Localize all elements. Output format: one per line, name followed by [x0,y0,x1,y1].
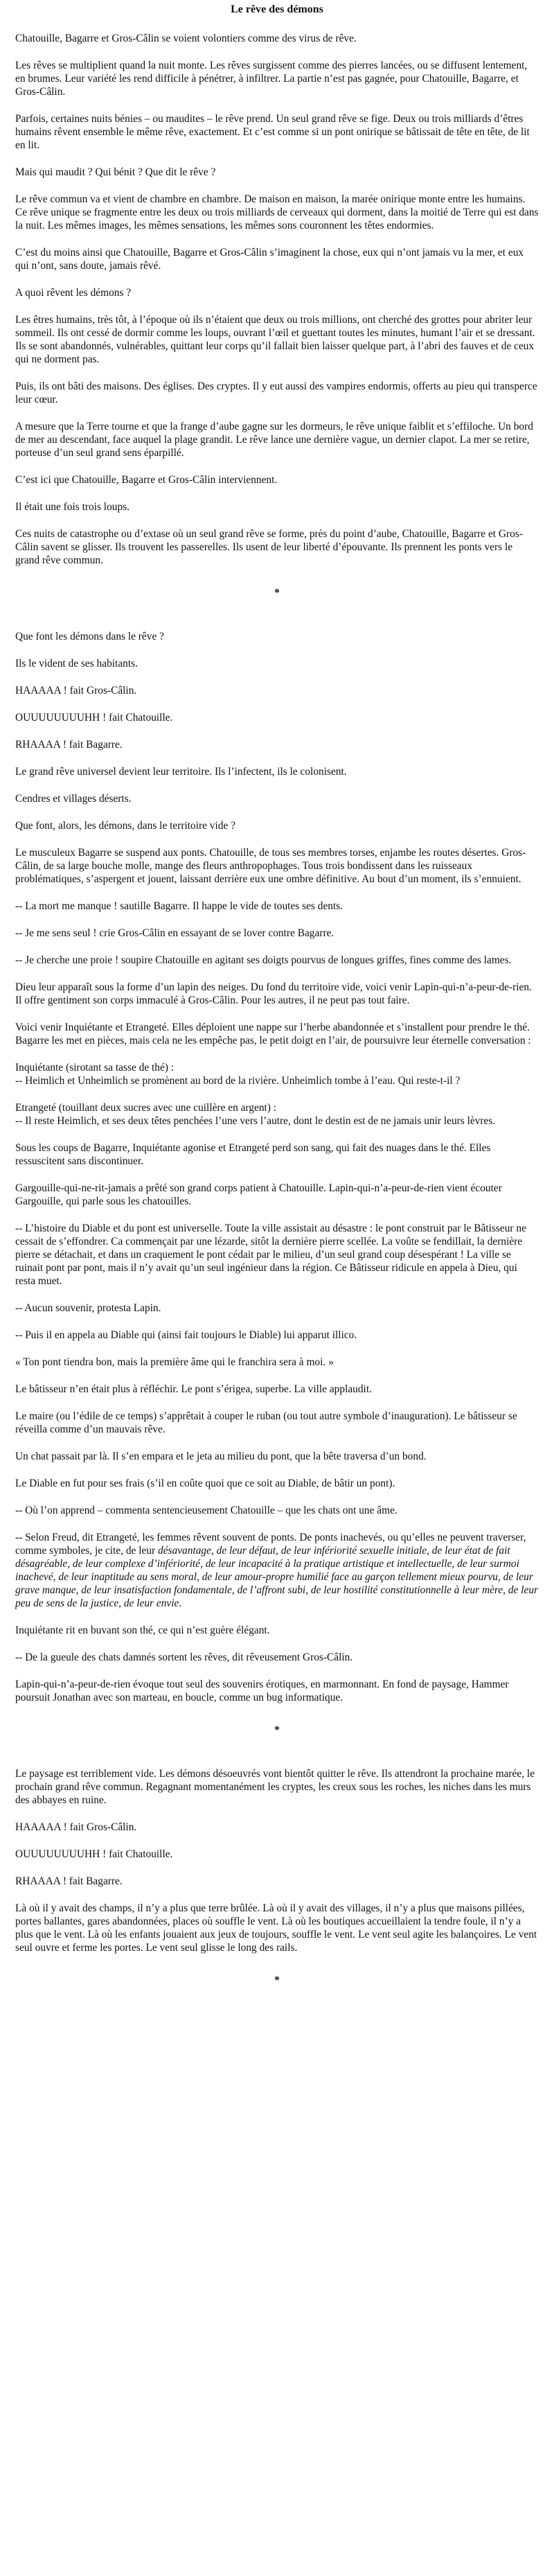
paragraph: Le Diable en fut pour ses frais (s’il en coûte quoi que ce soit au Diable, de bâtir un pont). [15,1478,395,1489]
paragraph: Les êtres humains, très tôt, à l’époque où ils n’étaient que deux ou trois millions, ont cherché des grottes pour abriter leur sommeil. Ils ont cessé de dormir comme les loups, ouvrant l’œil et guettant toutes les minutes, humant l’air et se dressant. Ils se sont abandonnés, vulnérables, quittant leur corps qu’il fallait bien laisser quelque part, à l’abri des fauves et de ceux qui ne dorment pas. [15,314,535,365]
paragraph: HAAAAA ! fait Gros-Câlin. [15,685,137,696]
freud-paragraph [15,1531,539,1610]
paragraph: Que font, alors, les démons, dans le territoire vide ? [15,820,235,832]
section-1 [15,32,539,567]
paragraph: Lapin-qui-n’a-peur-de-rien évoque tout seul des souvenirs érotiques, en marmonnant. En fond de paysage, Hammer poursuit Jonathan avec son marteau, en boucle, comme un bug informatique. [15,1679,509,1703]
freud-outro: . [179,1597,182,1609]
paragraph: Là où il y avait des champs, il n’y a plus que terre brûlée. Là où il y avait des villages, il n’y a plus que maisons pillées, portes ballantes, gares abandonnées, places où souffle le vent. Là où les boutiques accueillaient la tendre foule, il n’y a plus que le vent. Là où les enfants jouaient aux jeux de toujours, souffle le vent. Le vent seul agite les balançoires. Le vent seul ouvre et ferme les portes. Le vent seul glisse le long des rails. [15,1902,537,1954]
freud-quote: désavantage, de leur défaut, de leur infériorité sexuelle initiale, de leur état de fait désagréable, de leur complexe d’infériorité, de leur incapacité à la pratique artistique et intellectuelle, de leur surmoi inachevé, de leur inaptitude au sens moral, de leur amour-propre humilié face au garçon tellement mieux pourvu, de leur grave manque, de leur insatisfaction fondamentale, de l’affront subi, de leur hostilité constitutionnelle à leur mère, de leur peu de sens de la justice, de leur envie [15,1545,539,1609]
paragraph: Ils le vident de ses habitants. [15,658,138,669]
paragraph: Voici venir Inquiétante et Etrangeté. Elles déploient une nappe sur l’herbe abandonnée et s’installent pour prendre le thé. Bagarre les met en pièces, mais cela ne les empêche pas, le petit doigt en l’air, de poursuivre leur éternelle conversation : [15,1022,531,1046]
paragraph: -- De la gueule des chats damnés sortent les rêves, dit rêveusement Gros-Câlin. [15,1651,353,1663]
dialogue-entry [15,1061,539,1087]
paragraph: Dieu leur apparaît sous la forme d’un lapin des neiges. Du fond du territoire vide, voici venir Lapin-qui-n’a-peur-de-rien. Il offre gentiment son corps immaculé à Gros-Câlin. Pour les autres, il ne peut pas tout faire. [15,981,532,1006]
page-title: Le rêve des démons [231,3,323,15]
paragraph: Le maire (ou l’édile de ce temps) s’apprêtait à couper le ruban (ou tout autre symbole d’inauguration). Le bâtisseur se réveilla comme d’un mauvais rêve. [15,1410,517,1435]
paragraph: OUUUUUUUUHH ! fait Chatouille. [15,1848,173,1860]
paragraph: C’est du moins ainsi que Chatouille, Bagarre et Gros-Câlin s’imaginent la chose, eux qui n’ont jamais vu la mer, et eux qui n’ont, sans doute, jamais rêvé. [15,247,524,272]
paragraph: Le musculeux Bagarre se suspend aux ponts. Chatouille, de tous ses membres torses, enjambe les routes désertes. Gros-Câlin, de sa large bouche molle, mange des fleurs anthropophages. Tous trois bondissent dans les ruisseaux problématiques, s’aspergent et jouent, laissant derrière eux une ombre définitive. Au bout d’un moment, ils s’ennuient. [15,847,526,885]
paragraph: Parfois, certaines nuits bénies – ou maudites – le rêve prend. Un seul grand rêve se fige. Deux ou trois milliards d’êtres humains rêvent ensemble le même rêve, exactement. Et c’est comme si un pont onirique se bâtissait de tête en tête, de lit en lit. [15,113,530,151]
paragraph: RHAAAA ! fait Bagarre. [15,739,123,751]
paragraph: Cendres et villages déserts. [15,793,132,805]
paragraph: HAAAAA ! fait Gros-Câlin. [15,1821,137,1833]
section-2 [15,630,539,1704]
paragraph: Mais qui maudit ? Qui bénit ? Que dit le rêve ? [15,166,216,178]
paragraph: Inquiétante rit en buvant son thé, ce qui n’est guère élégant. [15,1624,270,1636]
paragraph: -- La mort me manque ! sautille Bagarre. Il happe le vide de toutes ses dents. [15,900,343,912]
paragraph: -- Puis il en appela au Diable qui (ainsi fait toujours le Diable) lui apparut illico. [15,1329,357,1341]
dialogue-entry [15,1101,539,1128]
dialogue-speaker: Inquiétante (sirotant sa tasse de thé) : [15,1062,175,1074]
paragraph: C’est ici que Chatouille, Bagarre et Gros-Câlin interviennent. [15,474,278,486]
section-separator: * [274,1724,280,1736]
paragraph: Chatouille, Bagarre et Gros-Câlin se voient volontiers comme des virus de rêve. [15,33,357,44]
section-separator: * [274,1974,280,1986]
section-3 [15,1767,539,1954]
paragraph: -- Je cherche une proie ! soupire Chatouille en agitant ses doigts pourvus de longues griffes, fines comme des lames. [15,954,512,966]
paragraph: -- L’histoire du Diable et du pont est universelle. Toute la ville assistait au désastre : le pont construit par le Bâtisseur ne cessait de s’effondrer. Ca commençait par une lézarde, sitôt la dernière pierre scellée. La voûte se fendillait, la dernière pierre se détachait, et dans un craquement le pont cédait par le milieu, d’un seul grand coup désespérant ! La ville se ruinait pont par pont, mais il n’y avait qu’un seul ingénieur dans la région. Ce Bâtisseur ridicule en appela à Dieu, qui resta muet. [15,1223,526,1287]
paragraph: Un chat passait par là. Il s’en empara et le jeta au milieu du pont, que la bête traversa d’un bond. [15,1451,427,1462]
paragraph: -- Je me sens seul ! crie Gros-Câlin en essayant de se lover contre Bagarre. [15,927,334,939]
paragraph: A quoi rêvent les démons ? [15,287,132,299]
dialogue-speaker: Etrangeté (touillant deux sucres avec une cuillère en argent) : [15,1102,277,1114]
dialogue-line: -- Heimlich et Unheimlich se promènent au bord de la rivière. Unheimlich tombe à l’eau. Qui reste-t-il ? [15,1075,461,1087]
paragraph: Le bâtisseur n’en était plus à réfléchir. Le pont s’érigea, superbe. La ville applaudit. [15,1383,372,1395]
paragraph: Sous les coups de Bagarre, Inquiétante agonise et Etrangeté perd son sang, qui fait des nuages dans le thé. Elles ressuscitent sans discontinuer. [15,1142,491,1167]
paragraph: Le rêve commun va et vient de chambre en chambre. De maison en maison, la marée onirique monte entre les humains. Ce rêve unique se fragmente entre les deux ou trois milliards de cerveaux qui dorment, dans la moitié de Terre qui est dans la nuit. Les mêmes images, les mêmes sensations, les mêmes sons couronnent les têtes endormies. [15,193,539,231]
paragraph: « Ton pont tiendra bon, mais la première âme qui le franchira sera à moi. » [15,1356,334,1368]
paragraph: Le grand rêve universel devient leur territoire. Ils l’infectent, ils le colonisent. [15,766,347,778]
paragraph: Que font les démons dans le rêve ? [15,631,164,642]
dialogue-line: -- Il reste Heimlich, et ses deux têtes penchées l’une vers l’autre, dont le destin est de ne jamais unir leurs lèvres. [15,1115,496,1127]
paragraph: Il était une fois trois loups. [15,501,129,513]
paragraph: Les rêves se multiplient quand la nuit monte. Les rêves surgissent comme des pierres lancées, ou se diffusent lentement, en brumes. Leur variété les rend difficile à pénétrer, à infiltrer. La partie n’est pas gagnée, pour Chatouille, Bagarre, et Gros-Câlin. [15,60,528,98]
paragraph: RHAAAA ! fait Bagarre. [15,1875,123,1887]
paragraph: -- Aucun souvenir, protesta Lapin. [15,1302,161,1314]
paragraph: -- Où l’on apprend – commenta sentencieusement Chatouille – que les chats ont une âme. [15,1505,397,1516]
paragraph: Gargouille-qui-ne-rit-jamais a prêté son grand corps patient à Chatouille. Lapin-qui-n’a-peur-de-rien vient écouter Gargouille, qui parle sous les chatouilles. [15,1182,502,1207]
paragraph: Puis, ils ont bâti des maisons. Des églises. Des cryptes. Il y eut aussi des vampires endormis, offerts au pieu qui transperce leur cœur. [15,380,537,405]
paragraph: Ces nuits de catastrophe ou d’extase où un seul grand rêve se forme, près du point d’aube, Chatouille, Bagarre et Gros-Câlin savent se glisser. Ils trouvent les passerelles. Ils usent de leur liberté d’épouvante. Ils prennent les ponts vers le grand rêve commun. [15,528,523,566]
section-separator: * [274,587,280,599]
paragraph: A mesure que la Terre tourne et que la frange d’aube gagne sur les dormeurs, le rêve unique faiblit et s’effiloche. Un bord de mer au descendant, face auquel la plage grandit. Le rêve lance une dernière vague, un dernier clapot. La mer se retire, porteuse d’un seul grand sens éparpillé. [15,421,533,459]
freud-intro: -- Selon Freud, dit Etrangeté, les femmes rêvent souvent de ponts. De ponts inachevés, ou qu’elles ne peuvent traverser, comme symboles, je cite, de leur [15,1532,526,1557]
paragraph: Le paysage est terriblement vide. Les démons désoeuvrés vont bientôt quitter le rêve. Ils attendront la prochaine marée, le prochain grand rêve commun. Regagnant momentanément les cryptes, les creux sous les roches, les niches dans les murs des abbayes en ruine. [15,1768,535,1806]
paragraph: OUUUUUUUUHH ! fait Chatouille. [15,712,173,724]
